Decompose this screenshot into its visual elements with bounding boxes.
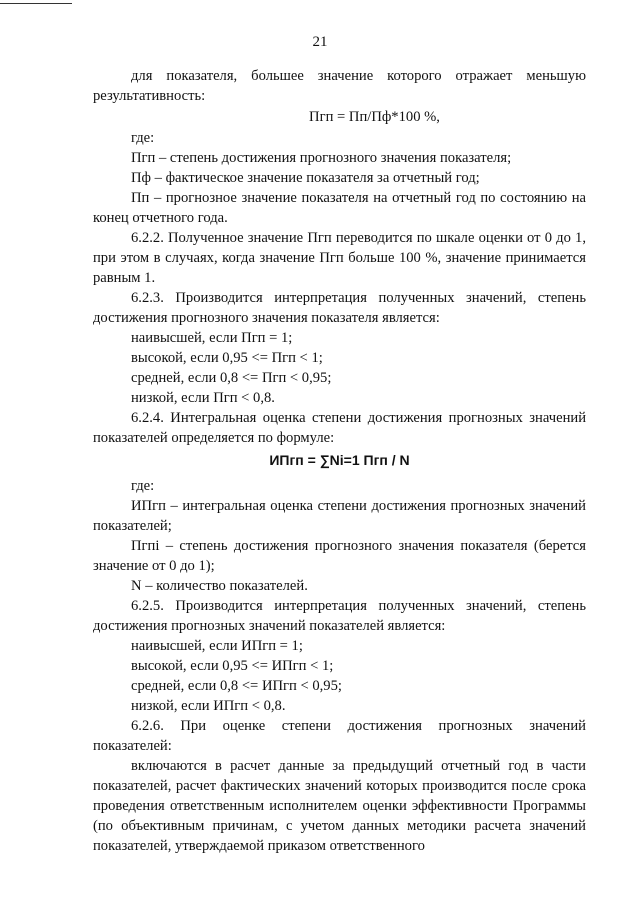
paragraph-6-2-3: 6.2.3. Производится интерпретация полученных значений, степень достижения прогнозного значения показателя является: (93, 290, 586, 326)
level-medium: средней, если 0,8 <= Пгп < 0,95; (131, 370, 332, 386)
definition-pgp-i: Пгпi – степень достижения прогнозного значения показателя (берется значение от 0 до 1); (93, 538, 586, 574)
level-low: низкой, если Пгп < 0,8. (131, 390, 275, 406)
level-high-2: высокой, если 0,95 <= ИПгп < 1; (131, 658, 334, 674)
formula-pgp: Пгп = Пп/Пф*100 %, (309, 109, 440, 125)
page-number: 21 (312, 34, 328, 50)
paragraph-6-2-2: 6.2.2. Полученное значение Пгп переводится по шкале оценки от 0 до 1, при этом в случаях, когда значение Пгп больше 100 %, значение принимается равным 1. (93, 230, 586, 286)
level-low-2: низкой, если ИПгп < 0,8. (131, 698, 286, 714)
top-left-rule (0, 3, 72, 4)
level-highest-2: наивысшей, если ИПгп = 1; (131, 638, 303, 654)
where-label: где: (131, 130, 155, 146)
paragraph-6-2-6: 6.2.6. При оценке степени достижения прогнозных значений показателей: (93, 718, 586, 754)
paragraph: для показателя, большее значение которого отражает меньшую результативность: (93, 68, 586, 104)
definition-pf: Пф – фактическое значение показателя за отчетный год; (131, 170, 480, 186)
definition-pgp: Пгп – степень достижения прогнозного значения показателя; (131, 150, 512, 166)
definition-ipgp: ИПгп – интегральная оценка степени достижения прогнозных значений показателей; (93, 498, 586, 534)
formula-integral (93, 450, 586, 470)
paragraph-6-2-4: 6.2.4. Интегральная оценка степени достижения прогнозных значений показателей определяется по формуле: (93, 410, 586, 446)
paragraph-included: включаются в расчет данные за предыдущий отчетный год в части показателей, расчет фактических значений которых производится после срока проведения ответственным исполнителем оценки эффективности Программы (по объективным причинам, с учетом данных методики расчета значений показателей, утверждаемой приказом ответственного (93, 758, 586, 854)
level-highest: наивысшей, если Пгп = 1; (131, 330, 293, 346)
level-high: высокой, если 0,95 <= Пгп < 1; (131, 350, 323, 366)
formula-integral-text: ИПгп = ∑Ni=1 Пгп / N (269, 452, 410, 468)
paragraph-6-2-5: 6.2.5. Производится интерпретация полученных значений, степень достижения прогнозных значений показателей является: (93, 598, 586, 634)
level-medium-2: средней, если 0,8 <= ИПгп < 0,95; (131, 678, 342, 694)
definition-n: N – количество показателей. (131, 578, 308, 594)
where-label-2: где: (131, 478, 155, 494)
document-body (93, 66, 586, 856)
definition-pp: Пп – прогнозное значение показателя на отчетный год по состоянию на конец отчетного года. (93, 190, 586, 226)
